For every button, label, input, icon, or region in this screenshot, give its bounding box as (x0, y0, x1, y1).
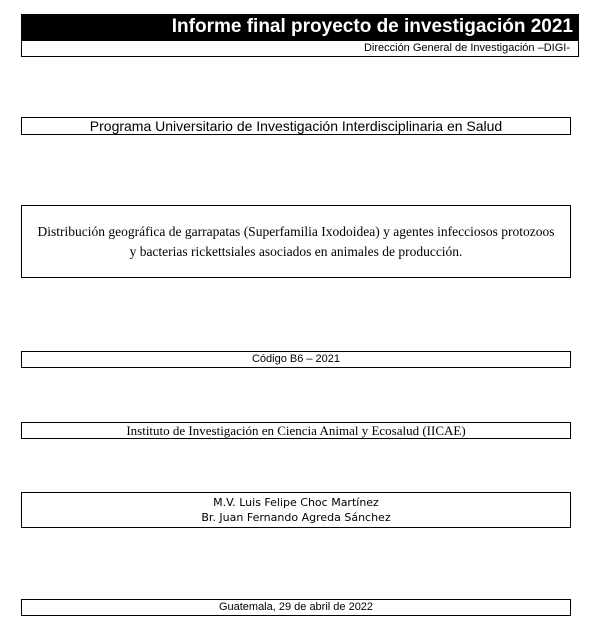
report-header-subtitle: Dirección General de Investigación –DIGI- (21, 40, 579, 57)
project-title-line-1: Distribución geográfica de garrapatas (Superfamilia Ixodoidea) y agentes infecciosos protozoos (37, 224, 555, 239)
project-title-box (21, 205, 571, 278)
author-1: M.V. Luis Felipe Choc Martínez (213, 496, 379, 509)
authors-box (21, 492, 571, 528)
report-header-title: Informe final proyecto de investigación 2021 (21, 14, 579, 40)
author-2: Br. Juan Fernando Agreda Sánchez (201, 511, 391, 524)
institute-name: Instituto de Investigación en Ciencia Animal y Ecosalud (IICAE) (21, 422, 571, 439)
report-date: Guatemala, 29 de abril de 2022 (21, 599, 571, 616)
project-code: Código B6 – 2021 (21, 351, 571, 368)
project-title-line-2: y bacterias rickettsiales asociados en animales de producción. (129, 244, 463, 259)
program-name: Programa Universitario de Investigación Interdisciplinaria en Salud (21, 117, 571, 135)
